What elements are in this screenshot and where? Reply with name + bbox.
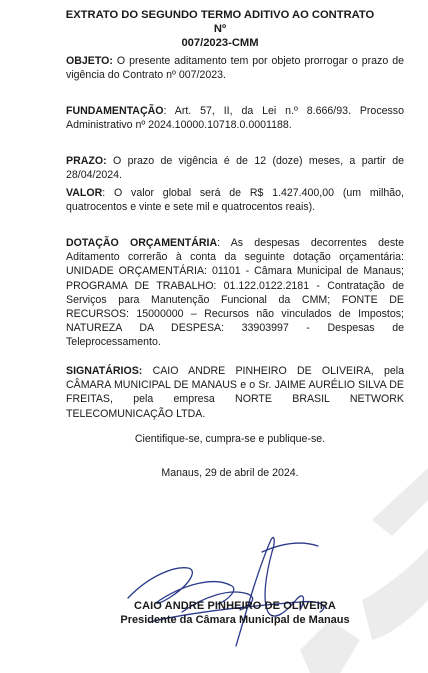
closing-text: Cientifique-se, cumpra-se e publique-se. [134,433,326,445]
valor-label: VALOR [66,187,103,199]
dotacao-label: DOTAÇÃO ORÇAMENTÁRIA [66,237,218,249]
prazo-label: PRAZO: [66,155,107,167]
objeto-label: OBJETO: [66,55,113,67]
fundamentacao-label: FUNDAMENTAÇÃO [66,105,164,117]
objeto-text: O presente aditamento tem por objeto prorrogar o prazo de vigência do Contrato nº 007/2023. [66,55,404,82]
place-date: Manaus, 29 de abril de 2024. [161,467,299,479]
valor-text: : O valor global será de R$ 1.427.400,00 (um milhão, quatrocentos e vinte e sete mil e quatrocentos reais). [66,187,404,214]
title-line-2: 007/2023-CMM [181,37,259,49]
signatarios-text: CAIO ANDRE PINHEIRO DE OLIVEIRA, pela CÂMARA MUNICIPAL DE MANAUS e o Sr. JAIME AURÉLIO SILVA DE FREITAS, pela empresa NORTE BRASIL NETWORK TELECOMUNICAÇÃO LTDA. [66,365,404,420]
title-line-1: EXTRATO DO SEGUNDO TERMO ADITIVO AO CONTRATO Nº [65,9,375,35]
dotacao-text: : As despesas decorrentes deste Aditamento correrão à conta da seguinte dotação orçamentária: UNIDADE ORÇAMENTÁRIA: 01101 - Câmara Municipal de Manaus; PROGRAMA DE TRABALHO: 01.122.0122.2181 - Contratação de Serviços para Manutenção Funcional da CMM; FONTE DE RECURSOS: 15000000 – Recursos não vinculados de Impostos; NATUREZA DA DESPESA: 33903997 - Despesas de Teleprocessamento. [66,237,404,349]
signature-block [105,600,365,627]
signer-name: CAIO ANDRE PINHEIRO DE OLIVEIRA [134,600,336,612]
fundamentacao-text: : Art. 57, II, da Lei n.º 8.666/93. Processo Administrativo nº 2024.10000.10718.0.0001188. [66,105,404,132]
prazo-text: O prazo de vigência é de 12 (doze) meses, a partir de 28/04/2024. [66,155,404,182]
signatarios-label: SIGNATÁRIOS: [66,365,143,377]
signer-role: Presidente da Câmara Municipal de Manaus [120,614,350,626]
